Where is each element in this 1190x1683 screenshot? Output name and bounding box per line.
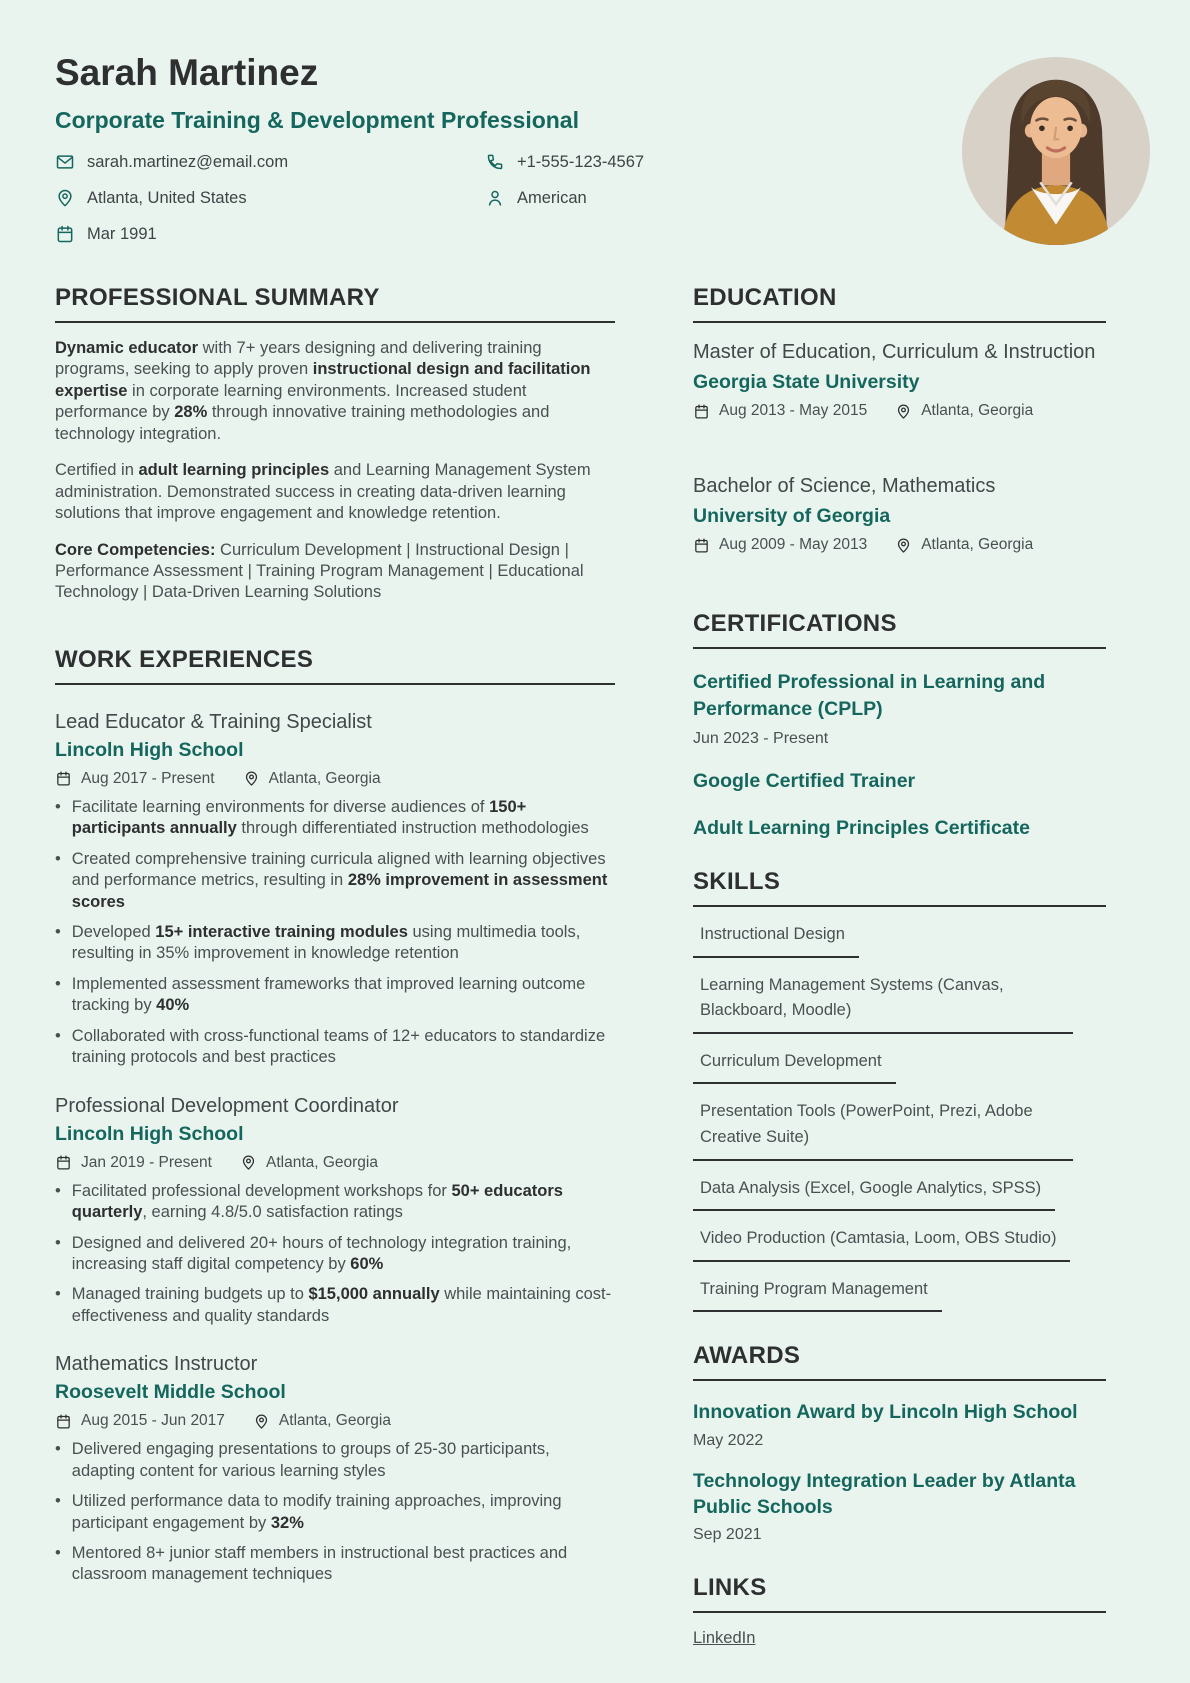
work-experience-item <box>55 1095 615 1328</box>
calendar-icon <box>693 403 710 420</box>
bullet-marker: • <box>55 974 61 993</box>
job-dates: Aug 2015 - Jun 2017 <box>55 1412 225 1430</box>
contact-email <box>55 152 485 172</box>
skill-item: Presentation Tools (PowerPoint, Prezi, Adobe Creative Suite) <box>693 1099 1073 1160</box>
contact-location-value: Atlanta, United States <box>87 188 247 207</box>
bullet-marker: • <box>55 1026 61 1045</box>
school: Georgia State University <box>693 371 920 393</box>
section-professional-summary <box>55 284 615 604</box>
section-divider <box>693 1379 1106 1381</box>
job-bullets <box>55 1439 615 1586</box>
degree: Master of Education, Curriculum & Instruction <box>693 341 1096 363</box>
map-pin-icon <box>240 1154 257 1171</box>
calendar-icon <box>693 537 710 554</box>
certification-item <box>693 768 1106 795</box>
map-pin-icon <box>895 537 912 554</box>
education-location: Atlanta, Georgia <box>895 536 1033 554</box>
skill-item: Data Analysis (Excel, Google Analytics, SPSS) <box>693 1176 1055 1212</box>
map-pin-icon <box>895 403 912 420</box>
award-name: Innovation Award by Lincoln High School <box>693 1401 1078 1424</box>
bullet-item: • Designed and delivered 20+ hours of technology integration training, increasing staff digital competency by 60% <box>55 1233 615 1276</box>
job-company: Lincoln High School <box>55 738 244 761</box>
job-headline: Corporate Training & Development Professional <box>55 107 579 133</box>
certification-dates: Jun 2023 - Present <box>693 729 829 747</box>
person-icon <box>485 188 505 208</box>
section-heading: EDUCATION <box>693 284 837 311</box>
section-heading: CERTIFICATIONS <box>693 610 897 637</box>
education-meta <box>693 536 1106 554</box>
mail-icon <box>55 152 75 172</box>
bullet-marker: • <box>55 1233 61 1252</box>
section-awards <box>693 1342 1106 1544</box>
award-item <box>693 1468 1106 1545</box>
job-location: Atlanta, Georgia <box>243 770 381 788</box>
degree: Bachelor of Science, Mathematics <box>693 475 996 497</box>
job-meta <box>55 1412 615 1430</box>
content-columns <box>55 284 1190 1648</box>
section-divider <box>693 1611 1106 1613</box>
job-title: Lead Educator & Training Specialist <box>55 710 372 733</box>
education-dates: Aug 2013 - May 2015 <box>693 402 867 420</box>
phone-icon <box>485 152 505 172</box>
bullet-item: • Utilized performance data to modify training approaches, improving participant engagement by 32% <box>55 1491 615 1534</box>
calendar-icon <box>55 1154 72 1171</box>
contact-phone <box>485 152 905 172</box>
summary-paragraph: Core Competencies: Curriculum Development | Instructional Design | Performance Assessment | Training Program Management | Educational Technology | Data-Driven Learning Solutions <box>55 540 584 602</box>
calendar-icon <box>55 1413 72 1430</box>
section-divider <box>693 321 1106 323</box>
job-meta <box>55 1154 615 1172</box>
calendar-icon <box>55 224 75 244</box>
job-dates: Aug 2017 - Present <box>55 770 215 788</box>
section-heading: AWARDS <box>693 1342 801 1370</box>
contact-birthdate-value: Mar 1991 <box>87 224 157 243</box>
certification-name: Google Certified Trainer <box>693 769 916 792</box>
bullet-marker: • <box>55 1544 61 1562</box>
work-experience-item <box>55 1353 615 1586</box>
right-column <box>693 284 1106 1648</box>
skill-item: Training Program Management <box>693 1277 942 1313</box>
profile-photo-illustration <box>962 57 1150 245</box>
certification-name: Certified Professional in Learning and Performance (CPLP) <box>693 671 1046 721</box>
bullet-item: • Mentored 8+ junior staff members in instructional best practices and classroom management techniques <box>55 1543 615 1586</box>
skill-item: Instructional Design <box>693 922 859 958</box>
education-item <box>693 472 1106 554</box>
contact-birthdate <box>55 224 485 244</box>
section-heading: PROFESSIONAL SUMMARY <box>55 284 380 311</box>
header <box>55 52 1190 244</box>
job-bullets <box>55 1181 615 1328</box>
job-dates: Jan 2019 - Present <box>55 1154 212 1172</box>
section-links <box>693 1574 1106 1648</box>
bullet-item: • Facilitate learning environments for diverse audiences of 150+ participants annually through differentiated instruction methodologies <box>55 797 615 840</box>
job-meta <box>55 770 615 788</box>
bullet-marker: • <box>55 1492 61 1511</box>
award-name: Technology Integration Leader by Atlanta Public Schools <box>693 1469 1076 1518</box>
calendar-icon <box>55 770 72 787</box>
map-pin-icon <box>253 1413 270 1430</box>
section-divider <box>55 683 615 685</box>
section-divider <box>693 647 1106 649</box>
contact-phone-value: +1-555-123-4567 <box>517 152 645 171</box>
bullet-item: • Created comprehensive training curricula aligned with learning objectives and performance metrics, resulting in 28% improvement in assessment scores <box>55 849 615 913</box>
contact-nationality <box>485 188 905 208</box>
linkedin-link[interactable]: LinkedIn <box>693 1629 756 1648</box>
section-education <box>693 284 1106 554</box>
map-pin-icon <box>243 770 260 787</box>
award-item <box>693 1399 1106 1449</box>
education-item <box>693 338 1106 420</box>
bullet-marker: • <box>55 923 61 941</box>
bullet-item: • Facilitated professional development workshops for 50+ educators quarterly, earning 4.8/5.0 satisfaction ratings <box>55 1181 615 1224</box>
section-heading: SKILLS <box>693 868 781 896</box>
profile-photo <box>962 57 1150 245</box>
section-skills <box>693 868 1106 1312</box>
education-meta <box>693 402 1106 420</box>
award-date: Sep 2021 <box>693 1526 762 1544</box>
summary-paragraph: Dynamic educator with 7+ years designing and delivering training programs, seeking to apply proven instructional design and facilitation expertise in corporate learning environments. Increased student performance by 28% through innovative training methodologies and technology integration. <box>55 339 591 443</box>
education-location: Atlanta, Georgia <box>895 402 1033 420</box>
work-experience-item <box>55 711 615 1069</box>
bullet-item: • Implemented assessment frameworks that improved learning outcome tracking by 40% <box>55 974 615 1017</box>
bullet-item: • Developed 15+ interactive training modules using multimedia tools, resulting in 35% improvement in knowledge retention <box>55 922 615 965</box>
bullet-marker: • <box>55 849 61 868</box>
bullet-marker: • <box>55 1285 61 1304</box>
section-heading: WORK EXPERIENCES <box>55 645 314 673</box>
summary-paragraph: Certified in adult learning principles and Learning Management System administration. Demonstrated success in creating data-driven learning solutions that improve engagement and knowledge retention. <box>55 461 591 523</box>
school: University of Georgia <box>693 505 891 527</box>
skill-item: Video Production (Camtasia, Loom, OBS Studio) <box>693 1226 1070 1262</box>
skill-item: Learning Management Systems (Canvas, Blackboard, Moodle) <box>693 973 1073 1034</box>
bullet-marker: • <box>55 1440 61 1459</box>
bullet-item: • Collaborated with cross-functional teams of 12+ educators to standardize training protocols and best practices <box>55 1026 615 1069</box>
bullet-marker: • <box>55 1181 61 1200</box>
award-date: May 2022 <box>693 1431 764 1449</box>
certification-item <box>693 815 1106 842</box>
bullet-marker: • <box>55 797 61 816</box>
skill-item: Curriculum Development <box>693 1049 896 1085</box>
contact-email-value: sarah.martinez@email.com <box>87 152 289 171</box>
job-title: Professional Development Coordinator <box>55 1094 399 1117</box>
contact-nationality-value: American <box>517 188 587 207</box>
certification-name: Adult Learning Principles Certificate <box>693 816 1030 839</box>
contact-location <box>55 188 485 208</box>
left-column <box>55 284 615 1648</box>
job-bullets <box>55 797 615 1069</box>
section-heading: LINKS <box>693 1574 767 1602</box>
section-certifications <box>693 610 1106 842</box>
bullet-item: • Delivered engaging presentations to groups of 25-30 participants, adapting content for various learning styles <box>55 1439 615 1482</box>
section-divider <box>693 905 1106 907</box>
bullet-item: • Managed training budgets up to $15,000 annually while maintaining cost-effectiveness and quality standards <box>55 1284 615 1327</box>
education-dates: Aug 2009 - May 2013 <box>693 536 867 554</box>
job-company: Roosevelt Middle School <box>55 1381 286 1404</box>
section-divider <box>55 321 615 323</box>
section-work-experiences <box>55 646 615 1586</box>
job-title: Mathematics Instructor <box>55 1353 258 1376</box>
job-location: Atlanta, Georgia <box>253 1412 391 1430</box>
job-location: Atlanta, Georgia <box>240 1154 378 1172</box>
person-name: Sarah Martinez <box>55 52 319 93</box>
map-pin-icon <box>55 188 75 208</box>
job-company: Lincoln High School <box>55 1122 244 1145</box>
certification-item <box>693 669 1106 748</box>
